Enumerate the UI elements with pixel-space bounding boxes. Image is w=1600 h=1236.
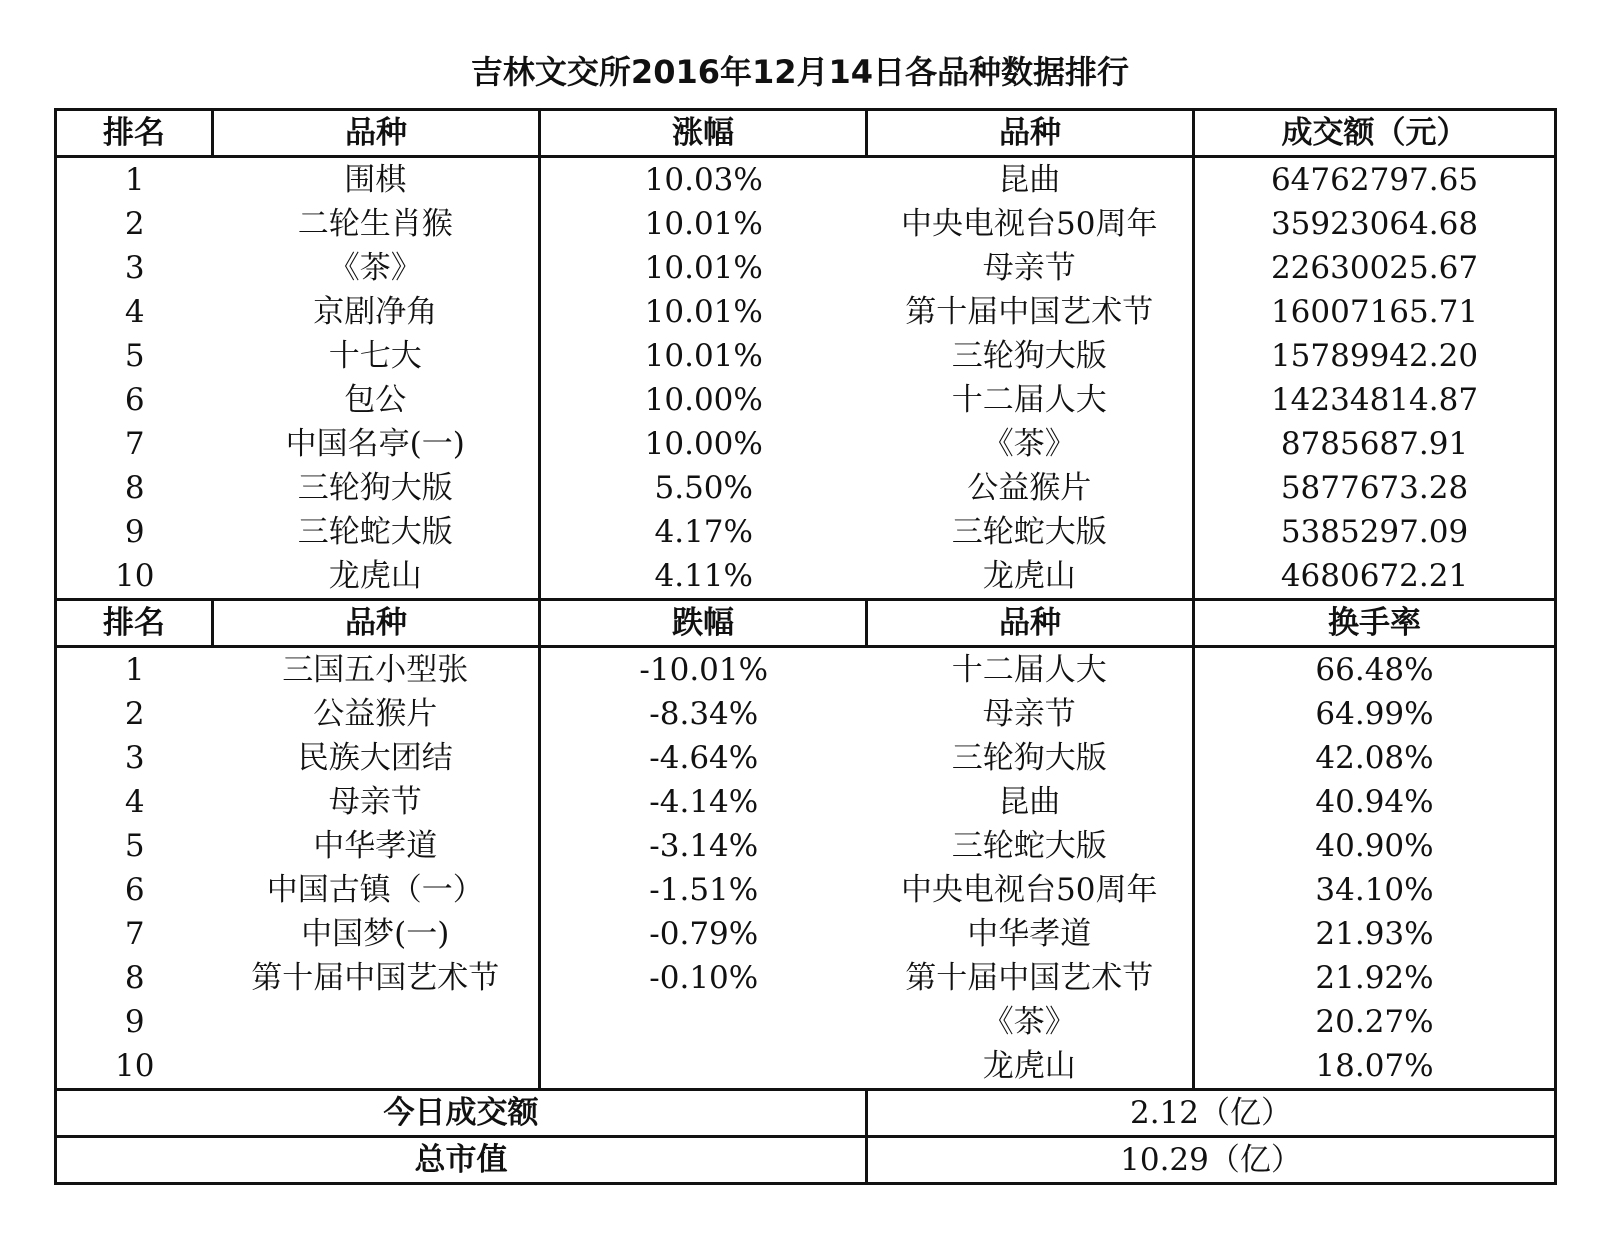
top-cell-metric: 15789942.20: [1270, 338, 1479, 374]
top-cell-name-right: 第十届中国艺术节: [867, 290, 1194, 334]
top-row: [56, 157, 1556, 203]
top-cell-name-right: 昆曲: [867, 157, 1194, 203]
bottom-header-metric: 换手率: [1194, 600, 1556, 647]
top-cell-rank: 2: [124, 206, 145, 242]
bottom-cell-name: 民族大团结: [213, 736, 540, 780]
bottom-row: [56, 824, 1556, 868]
bottom-cell-rank: 7: [124, 916, 145, 952]
bottom-header-change: 跌幅: [540, 600, 867, 647]
bottom-cell-name-right: 中央电视台50周年: [867, 868, 1194, 912]
top-cell-change: 10.01%: [644, 294, 763, 330]
ranking-table-body: [56, 110, 1556, 1184]
bottom-cell-name: [213, 1000, 540, 1044]
bottom-cell-change: [540, 1044, 867, 1090]
bottom-cell-change: -10.01%: [639, 652, 769, 688]
bottom-cell-rank: 10: [115, 1048, 155, 1084]
total-market-value-row: [56, 1137, 1556, 1184]
top-row: [56, 466, 1556, 510]
bottom-cell-rank: 5: [124, 828, 145, 864]
top-cell-change: 10.00%: [644, 426, 763, 462]
top-cell-name: 包公: [213, 378, 540, 422]
total-market-value-label: 总市值: [56, 1137, 867, 1184]
top-header-metric: 成交额（元）: [1194, 110, 1556, 157]
bottom-cell-rank: 6: [124, 872, 145, 908]
top-cell-metric: 5385297.09: [1280, 514, 1469, 550]
top-cell-name-right: 公益猴片: [867, 466, 1194, 510]
bottom-cell-change: -3.14%: [649, 828, 759, 864]
bottom-cell-rank: 4: [124, 784, 145, 820]
top-cell-metric: 8785687.91: [1280, 426, 1469, 462]
bottom-header-name-right: 品种: [867, 600, 1194, 647]
bottom-cell-rank: 9: [124, 1004, 145, 1040]
top-cell-metric: 16007165.71: [1270, 294, 1479, 330]
top-row: [56, 290, 1556, 334]
top-row: [56, 378, 1556, 422]
top-cell-metric: 4680672.21: [1280, 558, 1469, 594]
bottom-cell-name: 公益猴片: [213, 692, 540, 736]
bottom-row: [56, 736, 1556, 780]
top-cell-name-right: 龙虎山: [867, 554, 1194, 600]
bottom-cell-change: [540, 1000, 867, 1044]
top-cell-change: 10.01%: [644, 206, 763, 242]
top-header-change: 涨幅: [540, 110, 867, 157]
bottom-row: [56, 1000, 1556, 1044]
top-cell-rank: 8: [124, 470, 145, 506]
top-cell-metric: 14234814.87: [1270, 382, 1479, 418]
top-row: [56, 202, 1556, 246]
top-cell-name: 龙虎山: [213, 554, 540, 600]
top-cell-metric: 5877673.28: [1280, 470, 1469, 506]
top-cell-name: 三轮狗大版: [213, 466, 540, 510]
top-cell-change: 4.17%: [654, 514, 753, 550]
bottom-cell-change: -8.34%: [649, 696, 759, 732]
bottom-cell-rank: 1: [124, 652, 145, 688]
top-header-name: 品种: [213, 110, 540, 157]
bottom-cell-change: -0.10%: [649, 960, 759, 996]
top-row: [56, 422, 1556, 466]
top-row: [56, 334, 1556, 378]
bottom-cell-change: -1.51%: [649, 872, 759, 908]
top-cell-name-right: 母亲节: [867, 246, 1194, 290]
bottom-header-rank: 排名: [56, 600, 213, 647]
report-title: 吉林文交所2016年12月14日各品种数据排行: [470, 53, 1130, 91]
bottom-cell-name-right: 昆曲: [867, 780, 1194, 824]
bottom-cell-change: -0.79%: [649, 916, 759, 952]
top-row: [56, 510, 1556, 554]
top-cell-change: 10.01%: [644, 250, 763, 286]
today-turnover-label: 今日成交额: [56, 1090, 867, 1137]
top-cell-name: 围棋: [213, 157, 540, 203]
bottom-cell-metric: 34.10%: [1315, 872, 1434, 908]
top-cell-rank: 5: [124, 338, 145, 374]
bottom-cell-rank: 8: [124, 960, 145, 996]
top-cell-metric: 22630025.67: [1270, 250, 1479, 286]
bottom-cell-metric: 42.08%: [1315, 740, 1434, 776]
bottom-row: [56, 956, 1556, 1000]
top-cell-name: 中国名亭(一): [213, 422, 540, 466]
today-turnover-value: 2.12（亿）: [867, 1090, 1556, 1137]
top-cell-name: 《茶》: [213, 246, 540, 290]
bottom-cell-change: -4.14%: [649, 784, 759, 820]
top-cell-rank: 1: [124, 162, 145, 198]
bottom-row: [56, 1044, 1556, 1090]
top-row: [56, 554, 1556, 600]
top-header-name-right: 品种: [867, 110, 1194, 157]
bottom-cell-metric: 40.90%: [1315, 828, 1434, 864]
bottom-row: [56, 647, 1556, 693]
bottom-cell-name-right: 十二届人大: [867, 647, 1194, 693]
top-cell-name: 十七大: [213, 334, 540, 378]
top-cell-name: 京剧净角: [213, 290, 540, 334]
bottom-cell-name-right: 三轮狗大版: [867, 736, 1194, 780]
total-market-value-value: 10.29（亿）: [867, 1137, 1556, 1184]
top-cell-name-right: 中央电视台50周年: [867, 202, 1194, 246]
bottom-row: [56, 912, 1556, 956]
bottom-cell-rank: 2: [124, 696, 145, 732]
top-cell-change: 10.03%: [644, 162, 763, 198]
bottom-row: [56, 692, 1556, 736]
bottom-cell-metric: 21.93%: [1315, 916, 1434, 952]
top-cell-name: 二轮生肖猴: [213, 202, 540, 246]
top-row: [56, 246, 1556, 290]
top-header-row: [56, 110, 1556, 157]
bottom-cell-metric: 18.07%: [1315, 1048, 1434, 1084]
bottom-cell-name: 中华孝道: [213, 824, 540, 868]
top-cell-rank: 4: [124, 294, 145, 330]
bottom-cell-name: [213, 1044, 540, 1090]
top-cell-rank: 9: [124, 514, 145, 550]
bottom-cell-metric: 66.48%: [1315, 652, 1434, 688]
top-cell-rank: 3: [124, 250, 145, 286]
bottom-cell-name: 母亲节: [213, 780, 540, 824]
bottom-cell-change: -4.64%: [649, 740, 759, 776]
bottom-header-name: 品种: [213, 600, 540, 647]
bottom-cell-name-right: 第十届中国艺术节: [867, 956, 1194, 1000]
top-cell-metric: 35923064.68: [1270, 206, 1479, 242]
bottom-cell-name: 第十届中国艺术节: [213, 956, 540, 1000]
top-cell-change: 5.50%: [654, 470, 753, 506]
bottom-row: [56, 868, 1556, 912]
bottom-cell-name-right: 三轮蛇大版: [867, 824, 1194, 868]
today-turnover-row: [56, 1090, 1556, 1137]
bottom-cell-name-right: 母亲节: [867, 692, 1194, 736]
bottom-cell-name: 中国梦(一): [213, 912, 540, 956]
top-cell-change: 4.11%: [654, 558, 753, 594]
bottom-cell-rank: 3: [124, 740, 145, 776]
bottom-cell-name-right: 中华孝道: [867, 912, 1194, 956]
top-cell-name: 三轮蛇大版: [213, 510, 540, 554]
bottom-cell-metric: 21.92%: [1315, 960, 1434, 996]
top-cell-name-right: 《茶》: [867, 422, 1194, 466]
top-cell-rank: 6: [124, 382, 145, 418]
top-cell-metric: 64762797.65: [1270, 162, 1479, 198]
bottom-cell-metric: 20.27%: [1315, 1004, 1434, 1040]
top-cell-name-right: 三轮蛇大版: [867, 510, 1194, 554]
top-cell-name-right: 三轮狗大版: [867, 334, 1194, 378]
bottom-row: [56, 780, 1556, 824]
top-cell-name-right: 十二届人大: [867, 378, 1194, 422]
bottom-cell-metric: 40.94%: [1315, 784, 1434, 820]
bottom-header-row: [56, 600, 1556, 647]
top-cell-change: 10.00%: [644, 382, 763, 418]
top-cell-rank: 10: [115, 558, 155, 594]
ranking-table: [54, 108, 1557, 1185]
bottom-cell-name-right: 龙虎山: [867, 1044, 1194, 1090]
bottom-cell-name-right: 《茶》: [867, 1000, 1194, 1044]
top-header-rank: 排名: [56, 110, 213, 157]
bottom-cell-metric: 64.99%: [1315, 696, 1434, 732]
top-cell-change: 10.01%: [644, 338, 763, 374]
top-cell-rank: 7: [124, 426, 145, 462]
bottom-cell-name: 三国五小型张: [213, 647, 540, 693]
bottom-cell-name: 中国古镇（一）: [213, 868, 540, 912]
